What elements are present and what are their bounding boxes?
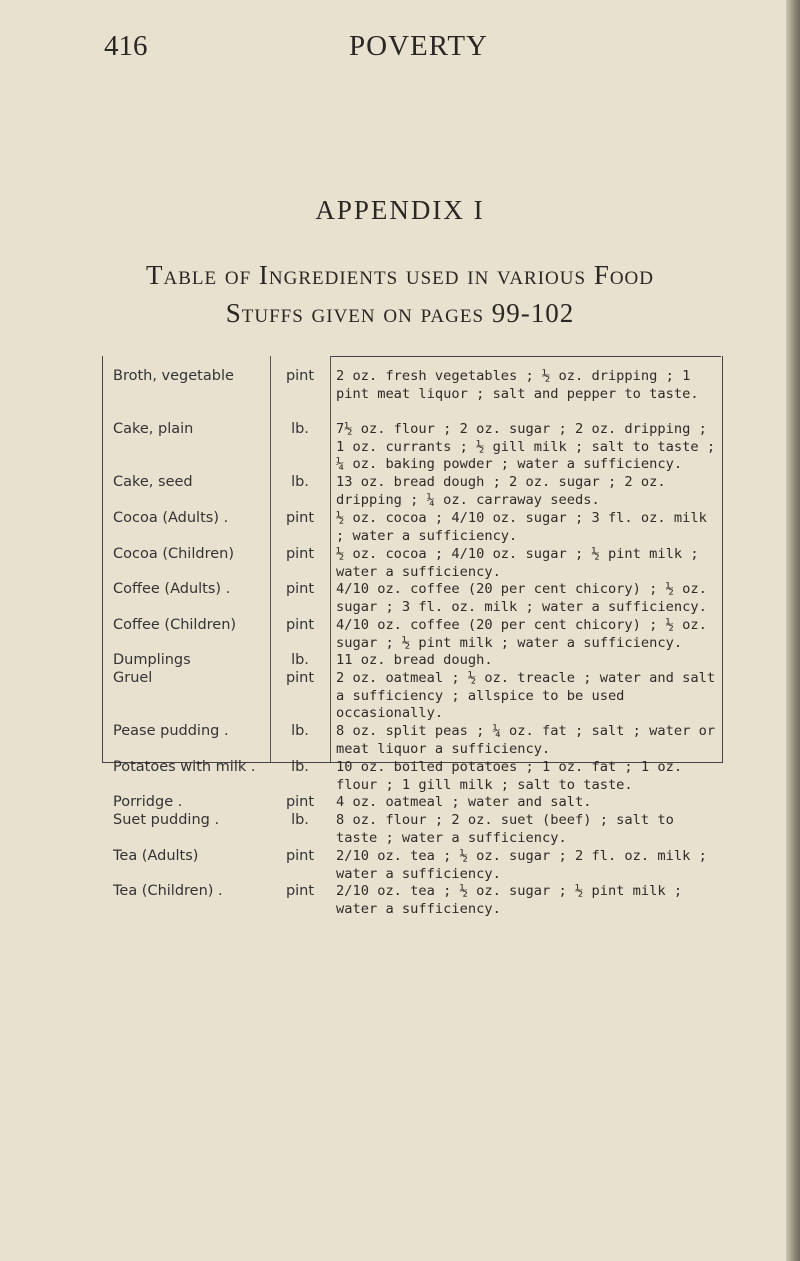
unit: lb. xyxy=(291,421,309,437)
table-title-line-2: Stuffs given on pages 99-102 xyxy=(225,298,575,328)
book-title: POVERTY xyxy=(349,30,488,62)
ingredients: 2 oz. oatmeal ; ½ oz. treacle ; water and salt a sufficiency ; allspice to be used occasionally. xyxy=(336,670,716,721)
unit: lb. xyxy=(291,474,309,490)
ingredients: 10 oz. boiled potatoes ; 1 oz. fat ; 1 oz. flour ; 1 gill milk ; salt to taste. xyxy=(336,759,683,793)
food-name: Cocoa (Adults) . xyxy=(113,510,229,526)
food-name: Gruel xyxy=(113,670,153,686)
ingredients: ½ oz. cocoa ; 4/10 oz. sugar ; ½ pint milk ; water a sufficiency. xyxy=(336,546,699,580)
unit: lb. xyxy=(291,812,309,828)
table-title xyxy=(60,256,740,332)
ingredients: 2/10 oz. tea ; ½ oz. sugar ; ½ pint milk ; water a sufficiency. xyxy=(336,883,683,917)
food-name: Cake, seed xyxy=(113,474,193,490)
column-rule-unit xyxy=(270,356,271,762)
food-name: Cocoa (Children) xyxy=(113,546,234,562)
page-number: 416 xyxy=(104,30,148,62)
food-name: Coffee (Children) xyxy=(113,617,237,633)
ingredients: 8 oz. split peas ; ¼ oz. fat ; salt ; water or meat liquor a sufficiency. xyxy=(336,723,716,757)
unit: pint xyxy=(285,368,315,384)
food-name: Tea (Adults) xyxy=(113,848,199,864)
unit: pint xyxy=(285,670,315,686)
ingredients: 8 oz. flour ; 2 oz. suet (beef) ; salt to taste ; water a sufficiency. xyxy=(336,812,674,846)
unit: pint xyxy=(285,794,315,810)
table-top-rule xyxy=(330,356,721,357)
unit: lb. xyxy=(291,652,309,668)
ingredients: 4 oz. oatmeal ; water and salt. xyxy=(336,794,592,810)
running-head xyxy=(104,30,504,70)
food-name: Tea (Children) . xyxy=(113,883,223,899)
ingredients: 4/10 oz. coffee (20 per cent chicory) ; ½ oz. sugar ; ½ pint milk ; water a sufficiency. xyxy=(336,617,707,651)
column-rule-ingredients xyxy=(330,356,331,762)
ingredients: 2/10 oz. tea ; ½ oz. sugar ; 2 fl. oz. milk ; water a sufficiency. xyxy=(336,848,707,882)
ingredients: 7½ oz. flour ; 2 oz. sugar ; 2 oz. dripping ; 1 oz. currants ; ½ gill milk ; salt to taste ; ¼ oz. baking powder ; water a sufficiency. xyxy=(336,421,716,472)
appendix-heading: APPENDIX I xyxy=(315,195,485,225)
food-name: Pease pudding . xyxy=(113,723,229,739)
ingredients: 4/10 oz. coffee (20 per cent chicory) ; ½ oz. sugar ; 3 fl. oz. milk ; water a sufficiency. xyxy=(336,581,707,615)
ingredients: ½ oz. cocoa ; 4/10 oz. sugar ; 3 fl. oz. milk ; water a sufficiency. xyxy=(336,510,707,544)
unit: lb. xyxy=(291,723,309,739)
unit: pint xyxy=(285,581,315,597)
food-name: Potatoes with milk . xyxy=(113,759,256,775)
ingredients: 13 oz. bread dough ; 2 oz. sugar ; 2 oz. dripping ; ¼ oz. carraway seeds. xyxy=(336,474,666,508)
food-name: Suet pudding . xyxy=(113,812,220,828)
ingredients: 11 oz. bread dough. xyxy=(336,652,493,668)
page-edge xyxy=(786,0,800,1261)
table-title-line-1: Table of Ingredients used in various Food xyxy=(146,260,654,290)
unit: pint xyxy=(285,617,315,633)
ingredients: 2 oz. fresh vegetables ; ½ oz. dripping ; 1 pint meat liquor ; salt and pepper to taste. xyxy=(336,368,699,402)
food-name: Dumplings xyxy=(113,652,191,668)
unit: pint xyxy=(285,848,315,864)
food-name: Broth, vegetable xyxy=(113,368,234,384)
unit: lb. xyxy=(291,759,309,775)
food-name: Porridge . xyxy=(113,794,183,810)
unit: pint xyxy=(285,510,315,526)
unit: pint xyxy=(285,546,315,562)
food-name: Cake, plain xyxy=(113,421,194,437)
food-name: Coffee (Adults) . xyxy=(113,581,231,597)
unit: pint xyxy=(285,883,315,899)
